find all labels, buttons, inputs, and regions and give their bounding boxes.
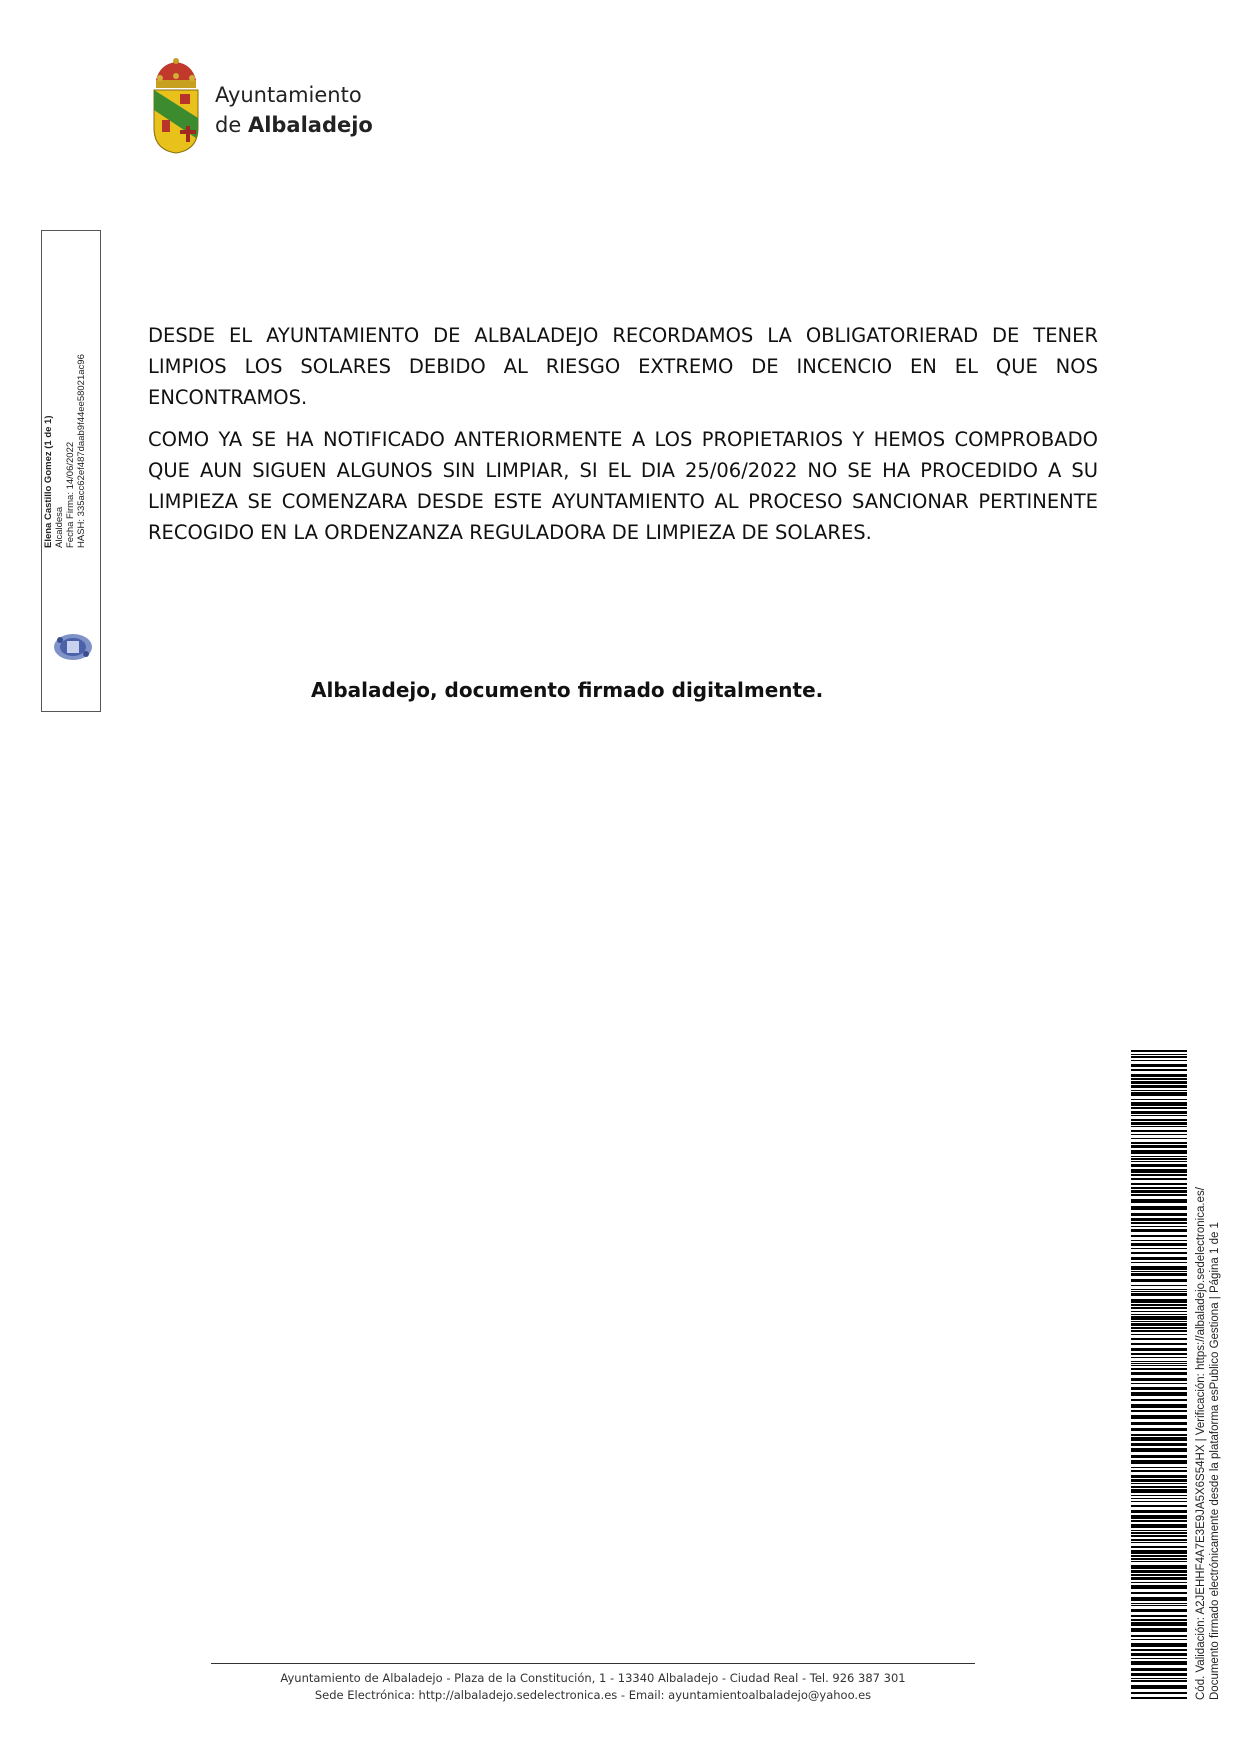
barcode-bar	[1131, 1252, 1187, 1254]
barcode-bar	[1131, 1178, 1187, 1180]
barcode-bar	[1131, 1348, 1187, 1351]
barcode-bar	[1131, 1486, 1187, 1488]
barcode-bar	[1131, 1056, 1187, 1058]
barcode-bar	[1131, 1190, 1187, 1193]
barcode-bar	[1131, 1668, 1187, 1671]
barcode-bar	[1131, 1639, 1187, 1640]
barcode-bar	[1131, 1505, 1187, 1507]
barcode-bar	[1131, 1279, 1187, 1282]
barcode-bar	[1131, 1361, 1187, 1362]
barcode-bar	[1131, 1248, 1187, 1249]
barcode-bar	[1131, 1321, 1187, 1322]
barcode-bar	[1131, 1368, 1187, 1370]
paragraph-2: COMO YA SE HA NOTIFICADO ANTERIORMENTE A LOS PROPIETARIOS Y HEMOS COMPROBADO QUE AUN SIGUEN ALGUNOS SIN LIMPIAR, SI EL DIA 25/06/2022 NO SE HA PROCEDIDO A SU LIMPIEZA SE COMENZARA DESDE ESTE AYUNTAMIENTO AL PROCESO SANCIONAR PERTINENTE RECOGIDO EN LA ORDENZANZA REGULADORA DE LIMPIEZA DE SOLARES.	[148, 428, 1098, 544]
seal-icon	[52, 632, 94, 662]
barcode-bar	[1131, 1316, 1187, 1320]
digital-signature-note: Albaladejo, documento firmado digitalmente.	[311, 678, 824, 702]
barcode-bar	[1131, 1174, 1187, 1176]
barcode-bar	[1131, 1054, 1187, 1055]
barcode-bar	[1131, 1304, 1187, 1306]
barcode-bar	[1131, 1126, 1187, 1127]
coat-of-arms-logo	[150, 58, 202, 154]
signer-role: Alcaldesa	[54, 506, 65, 548]
barcode-bar	[1131, 1448, 1187, 1452]
barcode-bar	[1131, 1542, 1187, 1543]
barcode-bar	[1131, 1327, 1187, 1329]
barcode-bar	[1131, 1111, 1187, 1114]
barcode-bar	[1131, 1692, 1187, 1694]
barcode-bar	[1131, 1530, 1187, 1531]
barcode-bar	[1131, 1422, 1187, 1425]
barcode-bar	[1131, 1561, 1187, 1562]
barcode-bar	[1131, 1115, 1187, 1116]
barcode-bar	[1131, 1343, 1187, 1345]
barcode-bar	[1131, 1619, 1187, 1621]
barcode-bar	[1131, 1119, 1187, 1121]
signature-stamp-text	[43, 78, 93, 548]
barcode-bar	[1131, 1539, 1187, 1541]
barcode-bar	[1131, 1635, 1187, 1637]
barcode-bar	[1131, 1218, 1187, 1221]
barcode-bar	[1131, 1307, 1187, 1309]
barcode-bar	[1131, 1495, 1187, 1496]
barcode-bar	[1131, 1090, 1187, 1091]
footer-divider	[211, 1663, 975, 1664]
barcode-bar	[1131, 1653, 1187, 1656]
barcode-bar	[1131, 1546, 1187, 1548]
barcode-bar	[1131, 1574, 1187, 1576]
barcode-bar	[1131, 1555, 1187, 1557]
barcode-bar	[1131, 1150, 1187, 1154]
barcode-bar	[1131, 1685, 1187, 1689]
barcode-bar	[1131, 1558, 1187, 1560]
signer-name: Elena Castillo Gomez (1 de 1)	[43, 415, 54, 548]
barcode-bar	[1131, 1130, 1187, 1132]
barcode-bar	[1131, 1565, 1187, 1569]
barcode-bar	[1131, 1161, 1187, 1162]
org-line-1: Ayuntamiento	[215, 83, 362, 107]
barcode-bar	[1131, 1074, 1187, 1077]
barcode-bar	[1131, 1475, 1187, 1478]
barcode-bar	[1131, 1107, 1187, 1109]
barcode-bar	[1131, 1299, 1187, 1303]
barcode-bar	[1131, 1515, 1187, 1519]
barcode-bar	[1131, 1483, 1187, 1484]
barcode-bar	[1131, 1050, 1187, 1052]
barcode-bar	[1131, 1078, 1187, 1080]
barcode-bar	[1131, 1213, 1187, 1216]
barcode-bar	[1131, 1222, 1187, 1224]
barcode-bar	[1131, 1122, 1187, 1125]
barcode-bar	[1131, 1649, 1187, 1651]
barcode-bar	[1131, 1577, 1187, 1580]
barcode-bar	[1131, 1060, 1187, 1061]
barcode-bar	[1131, 1479, 1187, 1482]
barcode-bar	[1131, 1291, 1187, 1292]
document-body	[148, 320, 1098, 559]
barcode-bar	[1131, 1081, 1187, 1084]
barcode-bar	[1131, 1404, 1187, 1408]
barcode-bar	[1131, 1697, 1187, 1699]
barcode-bar	[1131, 1460, 1187, 1464]
org-name: Albaladejo	[247, 113, 373, 137]
barcode-bar	[1131, 1434, 1187, 1436]
barcode-bar	[1131, 1550, 1187, 1554]
barcode-bar	[1131, 1570, 1187, 1573]
barcode-bar	[1131, 1314, 1187, 1315]
barcode-bar	[1131, 1532, 1187, 1534]
barcode-bar	[1131, 1323, 1187, 1326]
barcode-bar	[1131, 1289, 1187, 1290]
barcode-bar	[1131, 1615, 1187, 1617]
validation-barcode	[1131, 1050, 1187, 1700]
barcode-bar	[1131, 1262, 1187, 1263]
barcode-bar	[1131, 1069, 1187, 1071]
barcode-bar	[1131, 1678, 1187, 1679]
barcode-bar	[1131, 1415, 1187, 1419]
barcode-bar	[1131, 1622, 1187, 1626]
barcode-bar	[1131, 1199, 1187, 1203]
barcode-bar	[1131, 1535, 1187, 1537]
paragraph-1: DESDE EL AYUNTAMIENTO DE ALBALADEJO RECORDAMOS LA OBLIGATORIERAD DE TENER LIMPIOS LOS SOLARES DEBIDO AL RIESGO EXTREMO DE INCENCIO EN EL QUE NOS ENCONTRAMOS.	[148, 324, 1098, 409]
barcode-bar	[1131, 1158, 1187, 1160]
barcode-bar	[1131, 1357, 1187, 1358]
barcode-bar	[1131, 1142, 1187, 1144]
barcode-bar	[1131, 1229, 1187, 1232]
barcode-bar	[1131, 1410, 1187, 1412]
barcode-bar	[1131, 1443, 1187, 1446]
barcode-bar	[1131, 1257, 1187, 1260]
org-line-2	[215, 110, 373, 140]
barcode-bar	[1131, 1605, 1187, 1606]
barcode-bar	[1131, 1194, 1187, 1196]
barcode-bar	[1131, 1164, 1187, 1167]
barcode-bar	[1131, 1524, 1187, 1528]
barcode-bar	[1131, 1293, 1187, 1296]
barcode-bar	[1131, 1680, 1187, 1682]
barcode-bar	[1131, 1609, 1187, 1612]
barcode-bar	[1131, 1467, 1187, 1468]
barcode-bar	[1131, 1285, 1187, 1286]
barcode-bar	[1131, 1102, 1187, 1106]
barcode-bar	[1131, 1387, 1187, 1390]
barcode-bar	[1131, 1353, 1187, 1355]
validation-text	[1194, 1100, 1234, 1700]
barcode-bar	[1131, 1383, 1187, 1384]
barcode-bar	[1131, 1235, 1187, 1237]
barcode-bar	[1131, 1592, 1187, 1594]
barcode-bar	[1131, 1428, 1187, 1431]
barcode-bar	[1131, 1392, 1187, 1396]
barcode-bar	[1131, 1399, 1187, 1401]
barcode-bar	[1131, 1510, 1187, 1513]
barcode-bar	[1131, 1603, 1187, 1604]
organization-name	[215, 80, 373, 140]
org-prefix: de	[215, 113, 242, 137]
barcode-bar	[1131, 1378, 1187, 1381]
validation-code: Cód. Validación: A2JEHHF4A7E3E9JA5X6S54HX | Verificación: https://albaladejo.sedelectronica.es/	[1195, 1187, 1207, 1700]
barcode-bar	[1131, 1092, 1187, 1096]
barcode-bar	[1131, 1585, 1187, 1589]
barcode-bar	[1131, 1134, 1187, 1135]
barcode-bar	[1131, 1455, 1187, 1458]
barcode-bar	[1131, 1334, 1187, 1335]
barcode-bar	[1131, 1597, 1187, 1601]
barcode-bar	[1131, 1064, 1187, 1067]
signature-hash: HASH: 335acc62ef487daab9f44ee58021ac96	[76, 354, 87, 548]
barcode-bar	[1131, 1437, 1187, 1441]
barcode-bar	[1131, 1338, 1187, 1340]
barcode-bar	[1131, 1187, 1187, 1189]
barcode-bar	[1131, 1643, 1187, 1647]
barcode-bar	[1131, 1273, 1187, 1276]
barcode-bar	[1131, 1145, 1187, 1148]
barcode-bar	[1131, 1085, 1187, 1088]
barcode-bar	[1131, 1498, 1187, 1499]
barcode-bar	[1131, 1206, 1187, 1210]
barcode-bar	[1131, 1372, 1187, 1375]
signature-date: Fecha Firma: 14/06/2022	[65, 441, 76, 548]
footer-contact: Sede Electrónica: http://albaladejo.sedelectronica.es - Email: ayuntamientoalbaladejo@yahoo.es	[314, 1688, 872, 1702]
barcode-bar	[1131, 1240, 1187, 1241]
barcode-bar	[1131, 1311, 1187, 1312]
barcode-bar	[1131, 1266, 1187, 1270]
barcode-bar	[1131, 1365, 1187, 1366]
barcode-bar	[1131, 1673, 1187, 1676]
footer	[211, 1670, 975, 1704]
barcode-bar	[1131, 1661, 1187, 1665]
barcode-bar	[1131, 1628, 1187, 1632]
validation-platform: Documento firmado electrónicamente desde la plataforma esPublico Gestiona | Página 1 de 1	[1209, 1222, 1221, 1700]
footer-address: Ayuntamiento de Albaladejo - Plaza de la Constitución, 1 - 13340 Albaladejo - Ciudad Real - Tel. 926 387 301	[280, 1671, 906, 1685]
barcode-bar	[1131, 1271, 1187, 1272]
barcode-bar	[1131, 1501, 1187, 1502]
barcode-bar	[1131, 1099, 1187, 1100]
barcode-bar	[1131, 1489, 1187, 1493]
barcode-bar	[1131, 1226, 1187, 1227]
barcode-bar	[1131, 1169, 1187, 1173]
barcode-bar	[1131, 1330, 1187, 1332]
barcode-bar	[1131, 1658, 1187, 1659]
barcode-bar	[1131, 1243, 1187, 1246]
barcode-bar	[1131, 1520, 1187, 1522]
barcode-bar	[1131, 1470, 1187, 1472]
barcode-bar	[1131, 1363, 1187, 1364]
barcode-bar	[1131, 1156, 1187, 1157]
barcode-bar	[1131, 1183, 1187, 1185]
barcode-bar	[1131, 1582, 1187, 1583]
barcode-bar	[1131, 1138, 1187, 1139]
